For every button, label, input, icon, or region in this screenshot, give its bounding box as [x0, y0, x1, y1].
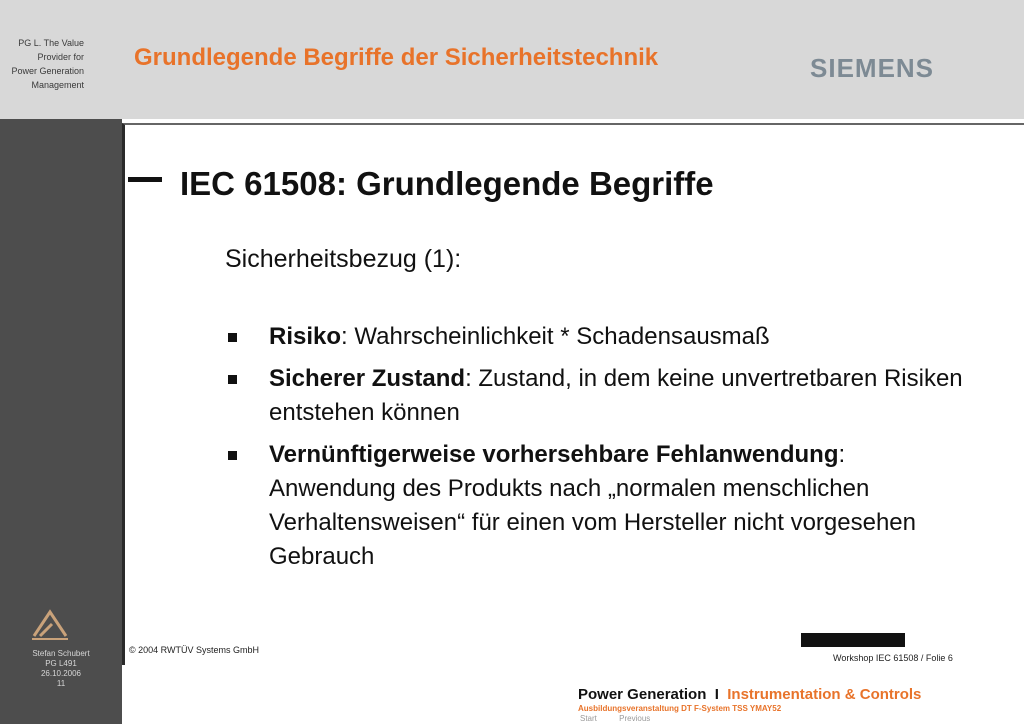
author-info	[0, 649, 122, 689]
bullet-text: : Wahrscheinlichkeit * Schadensausmaß	[341, 323, 770, 350]
bullet-list	[225, 320, 965, 582]
footer-department: Instrumentation & Controls	[727, 686, 922, 703]
footer-division: Power Generation	[578, 686, 707, 703]
page-number: 11	[56, 679, 66, 688]
footer-navigation	[580, 714, 670, 723]
page-title: Grundlegende Begriffe der Sicherheitstechnik	[134, 44, 659, 71]
bullet-square-icon	[228, 333, 237, 342]
slide-subtitle: Sicherheitsbezug (1):	[225, 245, 462, 273]
start-link[interactable]: Start	[580, 714, 597, 723]
redaction-bar	[801, 633, 905, 647]
org-tagline	[0, 36, 84, 92]
org-line: Management	[31, 80, 84, 90]
bullet-text: : Zustand, in dem keine unvertretbaren Risiken entstehen können	[269, 365, 963, 426]
org-line: PG L. The Value	[18, 38, 84, 48]
bullet-term: Sicherer Zustand	[269, 365, 466, 392]
bullet-text: : Anwendung des Produkts nach „normalen menschlichen Verhaltensweisen“ für einen vom Hersteller nicht vorgesehen Gebrauch	[269, 441, 917, 570]
doc-id: PG L491	[45, 659, 77, 668]
list-item	[225, 362, 965, 430]
scanned-slide	[122, 123, 1024, 665]
footer-title	[578, 686, 921, 703]
footer-subtitle: Ausbildungsveranstaltung DT F-System TSS YMAY52	[578, 704, 782, 713]
bullet-square-icon	[228, 375, 237, 384]
org-line: Provider for	[37, 52, 84, 62]
author-name: Stefan Schubert	[32, 649, 90, 658]
bullet-square-icon	[228, 451, 237, 460]
doc-date: 26.10.2006	[40, 669, 82, 678]
workshop-note: Workshop IEC 61508 / Folie 6	[833, 653, 953, 663]
bullet-term: Risiko	[269, 323, 342, 350]
bullet-term: Vernünftigerweise vorhersehbare Fehlanwendung	[269, 441, 839, 468]
previous-link[interactable]: Previous	[619, 714, 651, 723]
list-item	[225, 320, 965, 354]
slide-dash-mark	[128, 177, 162, 182]
footer-separator: I	[714, 686, 719, 703]
org-line: Power Generation	[11, 66, 84, 76]
triangle-logo-icon	[30, 606, 70, 642]
siemens-logo: SIEMENS	[810, 53, 935, 83]
list-item	[225, 438, 965, 574]
copyright-note: © 2004 RWTÜV Systems GmbH	[129, 645, 259, 655]
slide-title: IEC 61508: Grundlegende Begriffe	[180, 165, 714, 202]
